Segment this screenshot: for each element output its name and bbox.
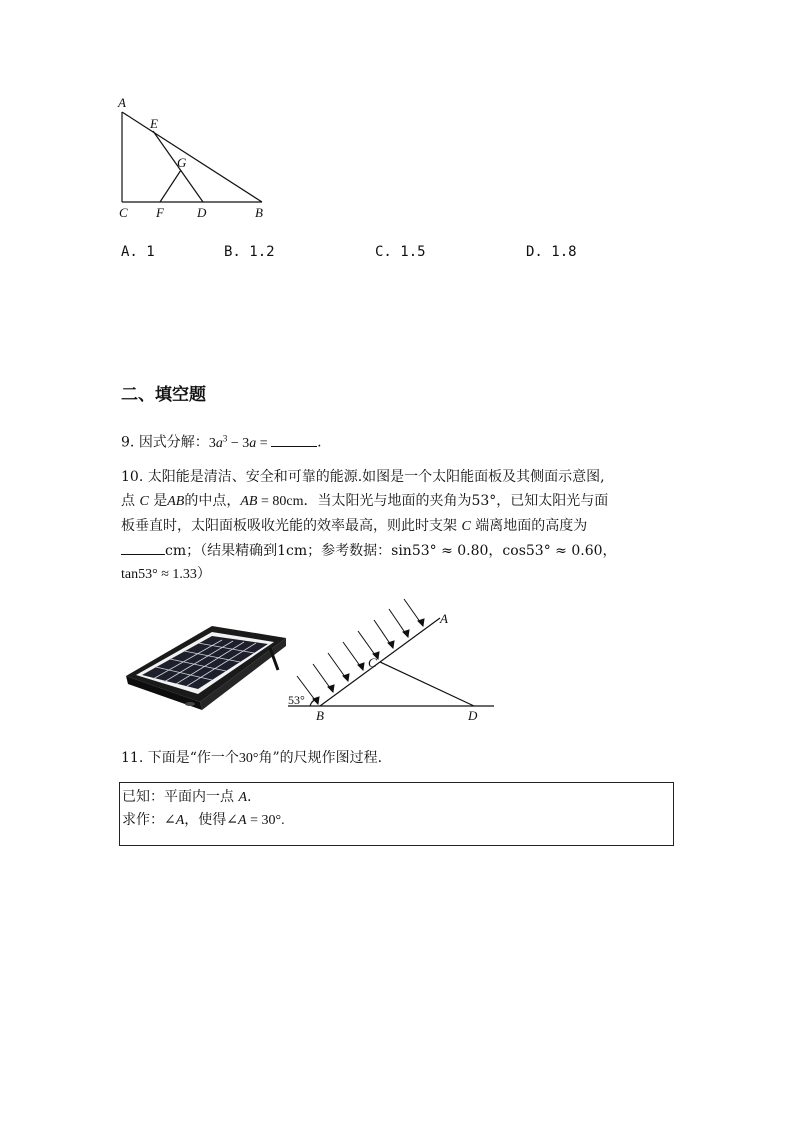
label-D: D xyxy=(197,205,207,220)
expression: $3a^3 - 3a$ = xyxy=(208,433,272,451)
segment-AB xyxy=(122,112,262,202)
label-E: E xyxy=(150,116,158,131)
triangle-figure xyxy=(110,90,280,225)
question-11: 11. 下面是“作一个30°角”的尺规作图过程. xyxy=(121,750,383,766)
solar-panel-image xyxy=(120,618,290,713)
construction-box xyxy=(119,782,674,846)
segment-GF xyxy=(160,170,181,202)
option-b[interactable]: B. 1.2 xyxy=(224,244,275,260)
label-A: A xyxy=(118,95,126,110)
solar-side-diagram xyxy=(280,596,500,724)
label-G: G xyxy=(177,155,187,170)
label-C: C xyxy=(119,205,128,220)
known-line: 已知：平面内一点 A. xyxy=(122,789,252,805)
sun-rays xyxy=(297,599,424,704)
angle-53-label: 53° xyxy=(288,693,305,707)
option-a[interactable]: A. 1 xyxy=(121,244,155,260)
diagram-label-C: C xyxy=(368,655,377,670)
label-B: B xyxy=(255,205,263,220)
option-d[interactable]: D. 1.8 xyxy=(526,244,577,260)
answer-blank-10[interactable] xyxy=(121,540,165,555)
answer-blank[interactable] xyxy=(271,432,317,447)
diagram-label-B: B xyxy=(316,708,324,723)
option-c[interactable]: C. 1.5 xyxy=(375,244,426,260)
construct-line: 求作：∠A，使得∠A = 30°. xyxy=(122,812,285,828)
answer-options xyxy=(121,244,641,264)
question-9: 9. 因式分解：$3a^3 - 3a$ = . xyxy=(121,433,322,451)
diagram-label-D: D xyxy=(468,708,478,723)
label-F: F xyxy=(156,205,164,220)
support-CD xyxy=(380,662,474,706)
question-10: 10. 太阳能是清洁、安全和可靠的能源.如图是一个太阳能面板及其侧面示意图, 点 C 是AB的中点，AB = 80cm．当太阳光与地面的夹角为53°，已知太阳光与面 板垂直时，太阳面板吸收光能的效率最高，则此时支架 C 端离地面的高度为 cm；（结果精确到1cm；参考数据：sin53° ≈ 0.80，cos53° ≈ 0.60， tan53° ≈ 1.33） xyxy=(121,469,617,582)
section-title: 二、填空题 xyxy=(121,385,206,405)
panel-foot xyxy=(185,702,195,706)
diagram-label-A: A xyxy=(440,611,448,626)
